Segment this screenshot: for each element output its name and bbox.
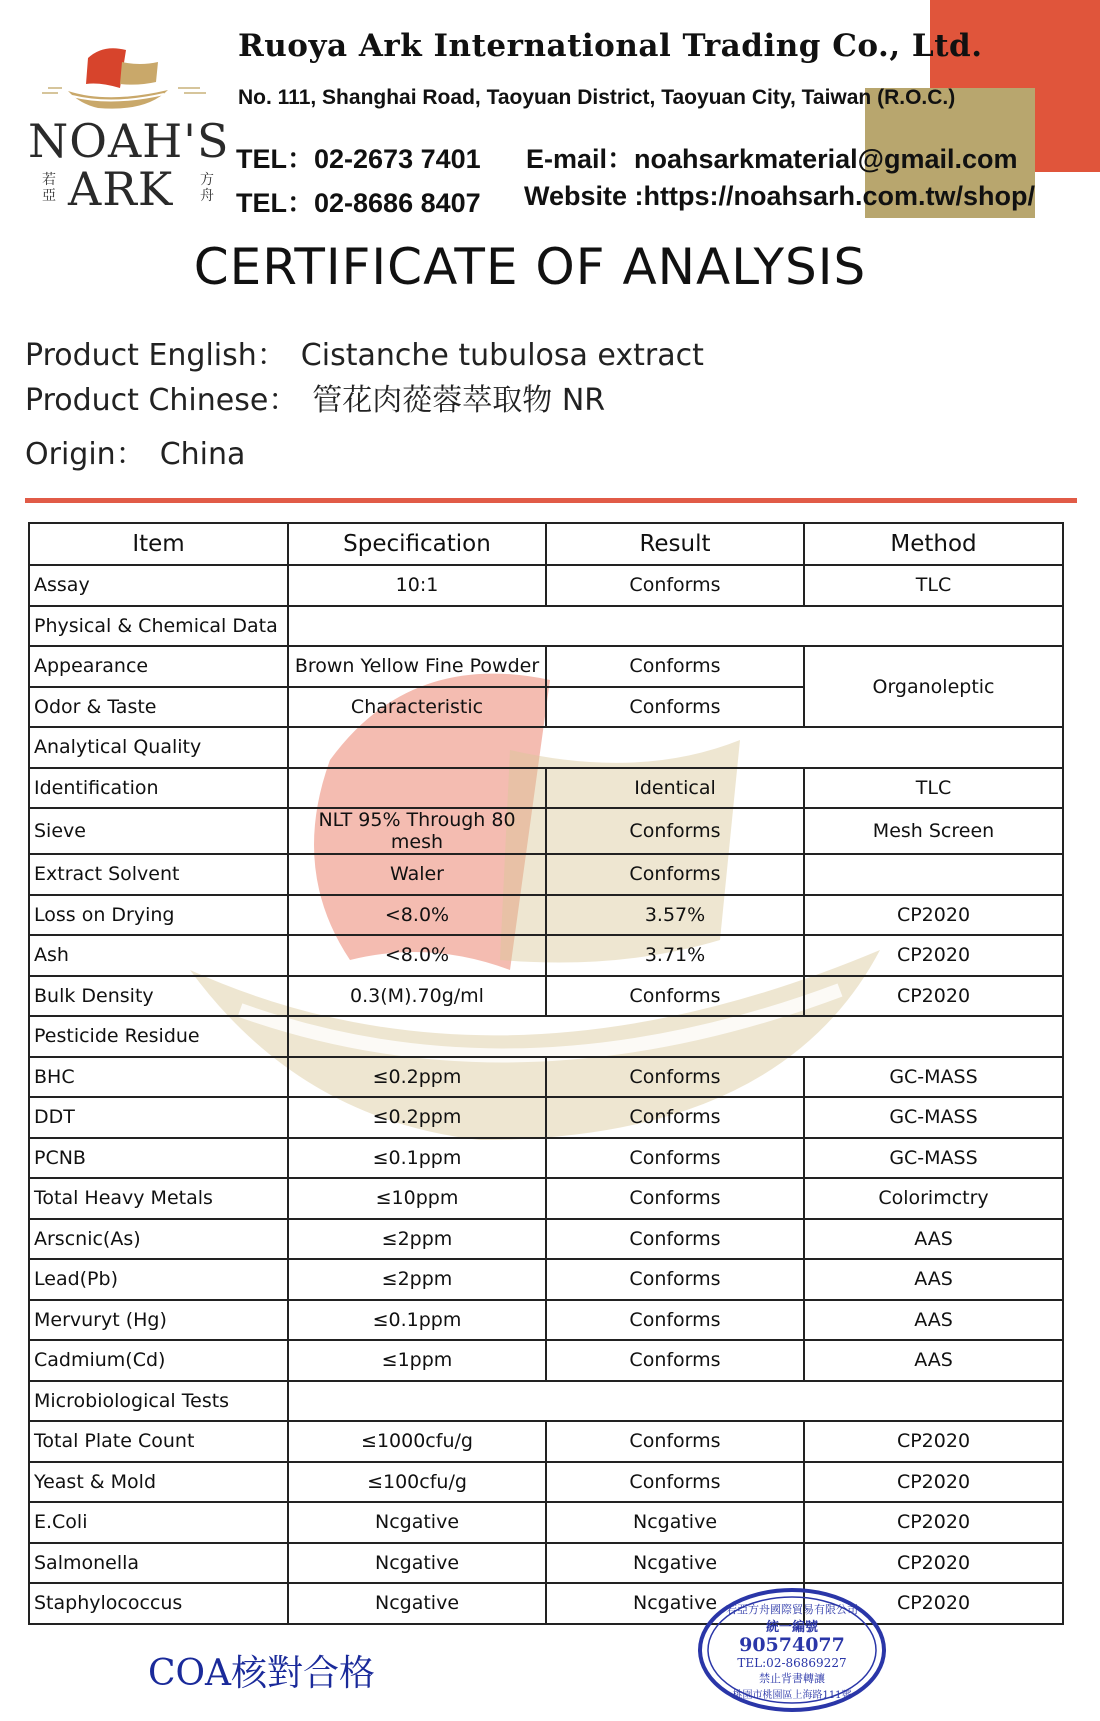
cell-item: DDT [29, 1097, 288, 1138]
cell-method: AAS [804, 1219, 1063, 1260]
cell-specification: <8.0% [288, 935, 546, 976]
table-row [29, 1259, 1063, 1300]
section-label: Pesticide Residue [29, 1016, 288, 1057]
product-english-line [25, 330, 704, 374]
cell-method: CP2020 [804, 976, 1063, 1017]
cell-specification: Ncgative [288, 1583, 546, 1624]
cell-item: BHC [29, 1057, 288, 1098]
table-header-row [29, 523, 1063, 565]
table-row [29, 565, 1063, 606]
cell-specification: <8.0% [288, 895, 546, 936]
cell-result: Ncgative [546, 1543, 804, 1584]
cell-result: Ncgative [546, 1502, 804, 1543]
cell-specification: ≤0.2ppm [288, 1057, 546, 1098]
cell-method: Organoleptic [804, 646, 1063, 727]
cell-specification [288, 768, 546, 809]
cell-method: CP2020 [804, 1543, 1063, 1584]
cell-result: Conforms [546, 1178, 804, 1219]
divider-rule [25, 498, 1077, 503]
cell-method: CP2020 [804, 1583, 1063, 1624]
cell-result: Identical [546, 768, 804, 809]
cell-specification: NLT 95% Through 80 mesh [288, 808, 546, 854]
stamp-tel: TEL:02-86869227 [737, 1656, 847, 1670]
table-row [29, 1138, 1063, 1179]
table-row [29, 1340, 1063, 1381]
table-row [29, 1178, 1063, 1219]
section-empty [288, 1016, 1063, 1057]
cell-item: Mervuryt (Hg) [29, 1300, 288, 1341]
analysis-table [28, 522, 1064, 1625]
product-english-value: Cistanche tubulosa extract [300, 338, 704, 373]
stamp-number: 90574077 [739, 1634, 845, 1656]
stamp-line-5: 禁止背書轉讓 [759, 1672, 825, 1685]
cell-result: Conforms [546, 808, 804, 854]
stamp-line-1: 若亞方舟國際貿易有限公司 [726, 1603, 858, 1616]
product-chinese-line [25, 375, 605, 419]
table-row [29, 1097, 1063, 1138]
cell-method [804, 854, 1063, 895]
logo-chinese-left: 若亞 [42, 172, 56, 204]
cell-method: AAS [804, 1259, 1063, 1300]
cell-item: Total Heavy Metals [29, 1178, 288, 1219]
cell-specification: ≤2ppm [288, 1219, 546, 1260]
cell-result: Conforms [546, 1421, 804, 1462]
cell-result: Ncgative [546, 1583, 804, 1624]
table-row [29, 1583, 1063, 1624]
cell-specification: Waler [288, 854, 546, 895]
cell-method: CP2020 [804, 1502, 1063, 1543]
cell-specification: Ncgative [288, 1502, 546, 1543]
cell-item: Salmonella [29, 1543, 288, 1584]
table-row [29, 895, 1063, 936]
logo-chinese-right: 方舟 [200, 172, 214, 204]
cell-result: Conforms [546, 1462, 804, 1503]
section-empty [288, 1381, 1063, 1422]
email-address[interactable]: E-mail：noahsarkmaterial@gmail.com [526, 144, 1018, 174]
section-empty [288, 727, 1063, 768]
cell-item: Total Plate Count [29, 1421, 288, 1462]
section-row [29, 1016, 1063, 1057]
ship-icon [28, 36, 228, 116]
cell-result: Conforms [546, 1259, 804, 1300]
cell-result: Conforms [546, 854, 804, 895]
section-row [29, 727, 1063, 768]
logo-word-ark: ARK [68, 162, 174, 216]
page-title: CERTIFICATE OF ANALYSIS [193, 238, 867, 296]
cell-result: Conforms [546, 646, 804, 687]
section-empty [288, 606, 1063, 647]
cell-item: Ash [29, 935, 288, 976]
cell-result: Conforms [546, 1219, 804, 1260]
table-row [29, 808, 1063, 854]
section-label: Physical & Chemical Data [29, 606, 288, 647]
table-row [29, 1300, 1063, 1341]
cell-specification: Brown Yellow Fine Powder [288, 646, 546, 687]
cell-item: Odor & Taste [29, 687, 288, 728]
cell-result: Conforms [546, 1138, 804, 1179]
cell-specification: ≤2ppm [288, 1259, 546, 1300]
cell-item: Staphylococcus [29, 1583, 288, 1624]
cell-method: TLC [804, 565, 1063, 606]
cell-specification: 0.3(M).70g/ml [288, 976, 546, 1017]
cell-method: CP2020 [804, 1421, 1063, 1462]
company-logo [28, 36, 228, 216]
cell-specification: Ncgative [288, 1543, 546, 1584]
section-label: Analytical Quality [29, 727, 288, 768]
coa-verified-stamp: COA核對合格 [148, 1653, 376, 1694]
origin-line [25, 429, 245, 473]
table-row [29, 1462, 1063, 1503]
header-result: Result [546, 523, 804, 565]
cell-method: CP2020 [804, 935, 1063, 976]
cell-result: 3.71% [546, 935, 804, 976]
cell-item: Bulk Density [29, 976, 288, 1017]
cell-item: Identification [29, 768, 288, 809]
cell-item: Assay [29, 565, 288, 606]
table-row [29, 1543, 1063, 1584]
section-label: Microbiological Tests [29, 1381, 288, 1422]
cell-result: 3.57% [546, 895, 804, 936]
header-item: Item [29, 523, 288, 565]
section-row [29, 606, 1063, 647]
company-address: No. 111, Shanghai Road, Taoyuan District, Taoyuan City, Taiwan (R.O.C.) [238, 86, 956, 109]
cell-item: Extract Solvent [29, 854, 288, 895]
cell-method: GC-MASS [804, 1138, 1063, 1179]
cell-result: Conforms [546, 1300, 804, 1341]
cell-specification: ≤1ppm [288, 1340, 546, 1381]
cell-method: CP2020 [804, 895, 1063, 936]
table-row [29, 1421, 1063, 1462]
company-name: Ruoya Ark International Trading Co., Ltd. [238, 28, 983, 64]
cell-specification: ≤1000cfu/g [288, 1421, 546, 1462]
website-link[interactable]: Website :https://noahsarh.com.tw/shop/ [524, 181, 1036, 211]
origin-label: Origin： [25, 437, 146, 472]
table-row [29, 1502, 1063, 1543]
table-row [29, 935, 1063, 976]
cell-item: Arscnic(As) [29, 1219, 288, 1260]
cell-item: E.Coli [29, 1502, 288, 1543]
product-english-label: Product English： [25, 338, 287, 373]
header-specification: Specification [288, 523, 546, 565]
cell-item: Lead(Pb) [29, 1259, 288, 1300]
product-chinese-label: Product Chinese： [25, 383, 299, 418]
cell-specification: ≤10ppm [288, 1178, 546, 1219]
origin-value: China [159, 437, 246, 472]
cell-result: Conforms [546, 976, 804, 1017]
cell-item: Sieve [29, 808, 288, 854]
table-row [29, 1219, 1063, 1260]
cell-item: Loss on Drying [29, 895, 288, 936]
product-chinese-value: 管花肉蓯蓉萃取物 NR [312, 383, 606, 418]
cell-item: Appearance [29, 646, 288, 687]
cell-method: AAS [804, 1340, 1063, 1381]
cell-result: Conforms [546, 1097, 804, 1138]
cell-specification: ≤0.1ppm [288, 1138, 546, 1179]
cell-item: PCNB [29, 1138, 288, 1179]
table-row [29, 976, 1063, 1017]
cell-method: TLC [804, 768, 1063, 809]
section-row [29, 1381, 1063, 1422]
table-row [29, 854, 1063, 895]
cell-specification: ≤0.1ppm [288, 1300, 546, 1341]
cell-specification: ≤0.2ppm [288, 1097, 546, 1138]
header-method: Method [804, 523, 1063, 565]
cell-result: Conforms [546, 1057, 804, 1098]
cell-specification: 10:1 [288, 565, 546, 606]
telephone-2: TEL：02-8686 8407 [236, 188, 481, 218]
logo-word-noahs: NOAH'S [28, 114, 230, 168]
cell-method: Mesh Screen [804, 808, 1063, 854]
cell-result: Conforms [546, 687, 804, 728]
cell-item: Yeast & Mold [29, 1462, 288, 1503]
cell-item: Cadmium(Cd) [29, 1340, 288, 1381]
telephone-1: TEL：02-2673 7401 [236, 144, 481, 174]
cell-result: Conforms [546, 1340, 804, 1381]
company-seal-stamp [695, 1585, 890, 1715]
cell-specification: Characteristic [288, 687, 546, 728]
table-row [29, 1057, 1063, 1098]
cell-method: Colorimctry [804, 1178, 1063, 1219]
stamp-line-6: 桃園市桃園區上海路111號 [732, 1690, 852, 1701]
cell-method: GC-MASS [804, 1057, 1063, 1098]
stamp-line-2: 統一編號 [765, 1620, 819, 1635]
cell-result: Conforms [546, 565, 804, 606]
cell-method: CP2020 [804, 1462, 1063, 1503]
table-row [29, 646, 1063, 687]
cell-method: AAS [804, 1300, 1063, 1341]
cell-method: GC-MASS [804, 1097, 1063, 1138]
table-row [29, 768, 1063, 809]
cell-specification: ≤100cfu/g [288, 1462, 546, 1503]
